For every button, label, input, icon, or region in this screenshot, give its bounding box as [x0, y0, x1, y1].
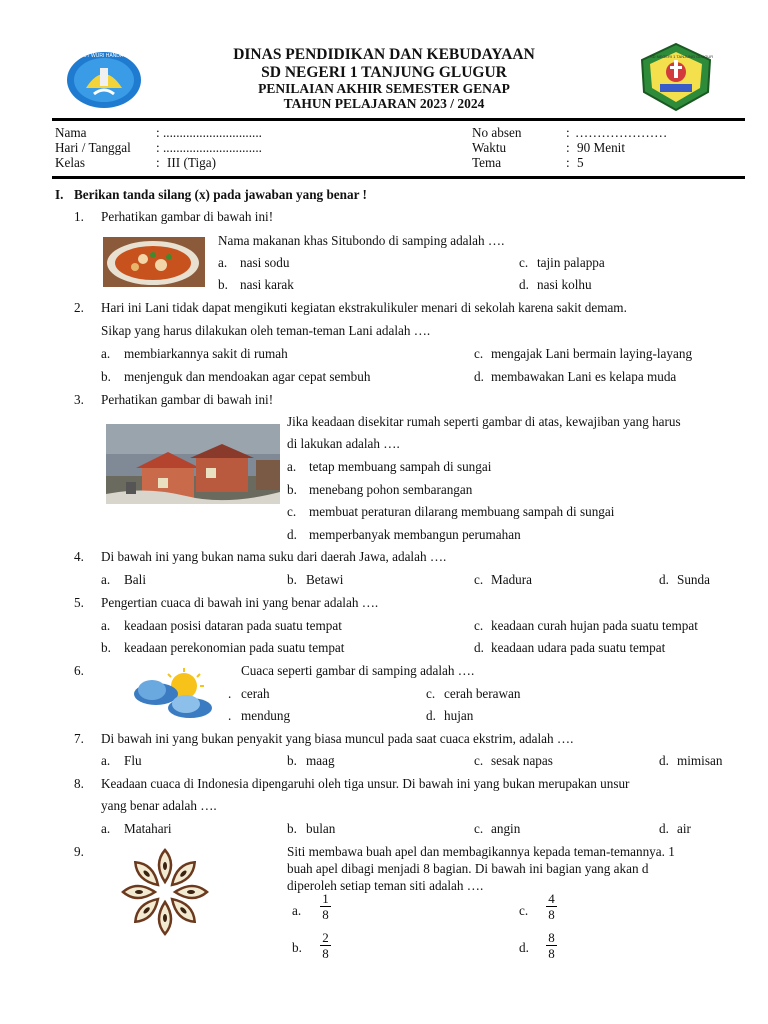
q3-option-b-letter[interactable]: b.: [287, 482, 297, 497]
label-tema: Tema: [472, 155, 502, 170]
q3-number: 3.: [74, 392, 84, 407]
header-rule-bottom: [52, 176, 745, 179]
q1-number: 1.: [74, 209, 84, 224]
q4-option-a-letter[interactable]: a.: [101, 572, 111, 587]
q2-line-1: Hari ini Lani tidak dapat mengikuti kegiatan ekstrakulikuler menari di sekolah karena sakit demam.: [101, 300, 627, 315]
q6-option-d-letter[interactable]: d.: [426, 708, 436, 723]
q4-option-c[interactable]: Madura: [491, 572, 533, 587]
colon-kelas: :: [156, 155, 160, 170]
q4-option-a[interactable]: Bali: [124, 572, 146, 587]
q5-option-a-letter[interactable]: a.: [101, 618, 111, 633]
q3-text: Perhatikan gambar di bawah ini!: [101, 392, 274, 407]
q8-option-d[interactable]: air: [677, 821, 691, 836]
value-hari[interactable]: ..............................: [163, 140, 262, 155]
q7-option-d-letter[interactable]: d.: [659, 753, 669, 768]
fraction-numerator: 4: [548, 891, 555, 906]
q9-option-d-letter[interactable]: d.: [519, 940, 529, 955]
q2-option-c[interactable]: mengajak Lani bermain laying-layang: [491, 346, 693, 361]
q1-option-d[interactable]: nasi kolhu: [537, 277, 592, 292]
q9-option-d-fraction[interactable]: [546, 931, 557, 960]
q2-option-b[interactable]: menjenguk dan mendoakan agar cepat sembuh: [124, 369, 371, 384]
q4-option-d[interactable]: Sunda: [677, 572, 710, 587]
q8-number: 8.: [74, 776, 84, 791]
q1-option-c-letter[interactable]: c.: [519, 255, 529, 270]
q8-line-1: Keadaan cuaca di Indonesia dipengaruhi oleh tiga unsur. Di bawah ini yang bukan merupakan unsur: [101, 776, 630, 791]
q1-text: Perhatikan gambar di bawah ini!: [101, 209, 274, 224]
q4-option-d-letter[interactable]: d.: [659, 572, 669, 587]
fraction-numerator: 1: [322, 891, 329, 906]
q6-option-a[interactable]: cerah: [241, 686, 270, 701]
label-absen: No absen: [472, 125, 522, 140]
logo-left-text: TUT WURI HANDAYANI: [80, 53, 135, 59]
label-kelas: Kelas: [55, 155, 86, 170]
q7-option-b[interactable]: maag: [306, 753, 335, 768]
q2-option-d[interactable]: membawakan Lani es kelapa muda: [491, 369, 677, 384]
q9-option-c-fraction[interactable]: [546, 892, 557, 921]
apple-slices-image: [106, 846, 224, 938]
q8-option-d-letter[interactable]: d.: [659, 821, 669, 836]
q3-option-c-letter[interactable]: c.: [287, 504, 297, 519]
q1-option-a-letter[interactable]: a.: [218, 255, 228, 270]
q8-option-a[interactable]: Matahari: [124, 821, 172, 836]
q2-option-a[interactable]: membiarkannya sakit di rumah: [124, 346, 288, 361]
colon-hari: :: [156, 140, 160, 155]
section-instruction: Berikan tanda silang (x) pada jawaban yang benar !: [74, 187, 367, 202]
q3-option-a-letter[interactable]: a.: [287, 459, 297, 474]
q3-option-d-letter[interactable]: d.: [287, 527, 297, 542]
logo-tut-wuri-handayani: [66, 50, 142, 110]
value-nama[interactable]: ..............................: [163, 125, 262, 140]
header-rule-top: [52, 118, 745, 121]
q5-option-b[interactable]: keadaan perekonomian pada suatu tempat: [124, 640, 345, 655]
q6-option-a-letter[interactable]: .: [228, 686, 232, 701]
q3-option-c[interactable]: membuat peraturan dilarang membuang sampah di sungai: [309, 504, 615, 519]
q8-option-c[interactable]: angin: [491, 821, 521, 836]
q9-option-c-letter[interactable]: c.: [519, 903, 529, 918]
q3-option-a[interactable]: tetap membuang sampah di sungai: [309, 459, 492, 474]
q6-number: 6.: [74, 663, 84, 678]
q7-option-b-letter[interactable]: b.: [287, 753, 297, 768]
q2-option-c-letter[interactable]: c.: [474, 346, 484, 361]
colon-nama: :: [156, 125, 160, 140]
q4-option-b-letter[interactable]: b.: [287, 572, 297, 587]
q8-option-b[interactable]: bulan: [306, 821, 336, 836]
q6-option-b-letter[interactable]: .: [228, 708, 232, 723]
q5-option-a[interactable]: keadaan posisi dataran pada suatu tempat: [124, 618, 342, 633]
q4-text: Di bawah ini yang bukan nama suku dari daerah Jawa, adalah ….: [101, 549, 447, 564]
q5-option-c-letter[interactable]: c.: [474, 618, 484, 633]
header-line-3: PENILAIAN AKHIR SEMESTER GENAP: [258, 81, 510, 96]
q7-option-c[interactable]: sesak napas: [491, 753, 553, 768]
header-line-1: DINAS PENDIDIKAN DAN KEBUDAYAAN: [233, 46, 535, 63]
weather-cloud-sun-icon: [130, 666, 216, 720]
q5-option-d[interactable]: keadaan udara pada suatu tempat: [491, 640, 666, 655]
q6-option-d[interactable]: hujan: [444, 708, 474, 723]
label-waktu: Waktu: [472, 140, 507, 155]
label-hari: Hari / Tanggal: [55, 140, 131, 155]
q1-option-d-letter[interactable]: d.: [519, 277, 529, 292]
q5-text: Pengertian cuaca di bawah ini yang benar adalah ….: [101, 595, 379, 610]
q9-number: 9.: [74, 844, 84, 859]
q9-option-a-letter[interactable]: a.: [292, 903, 302, 918]
q2-line-2: Sikap yang harus dilakukan oleh teman-teman Lani adalah ….: [101, 323, 431, 338]
q9-line-1: Siti membawa buah apel dan membagikannya kepada teman-temannya. 1: [287, 844, 675, 859]
value-waktu: 90 Menit: [577, 140, 625, 155]
q7-option-c-letter[interactable]: c.: [474, 753, 484, 768]
q1-option-a[interactable]: nasi sodu: [240, 255, 290, 270]
section-number: I.: [55, 187, 64, 202]
q4-number: 4.: [74, 549, 84, 564]
q8-line-2: yang benar adalah ….: [101, 798, 217, 813]
q7-option-a-letter[interactable]: a.: [101, 753, 111, 768]
fraction-denominator: 8: [322, 946, 329, 961]
q2-option-a-letter[interactable]: a.: [101, 346, 111, 361]
fraction-numerator: 2: [322, 930, 329, 945]
q6-text: Cuaca seperti gambar di samping adalah ….: [241, 663, 475, 678]
q2-option-d-letter[interactable]: d.: [474, 369, 484, 384]
q8-option-b-letter[interactable]: b.: [287, 821, 297, 836]
value-tema: 5: [577, 155, 584, 170]
q3-option-b[interactable]: menebang pohon sembarangan: [309, 482, 473, 497]
q1-option-b[interactable]: nasi karak: [240, 277, 294, 292]
q1-option-b-letter[interactable]: b.: [218, 277, 228, 292]
logo-right-text: SD NEGERI 1 TANJUNG GLUGUR: [650, 54, 714, 59]
flood-image: [106, 424, 280, 504]
colon-absen: :: [566, 125, 570, 140]
q3-subtext-2: di lakukan adalah ….: [287, 436, 400, 451]
fraction-denominator: 8: [548, 946, 555, 961]
header-line-2: SD NEGERI 1 TANJUNG GLUGUR: [261, 64, 507, 81]
q4-option-c-letter[interactable]: c.: [474, 572, 484, 587]
q8-option-a-letter[interactable]: a.: [101, 821, 111, 836]
q9-option-a-fraction[interactable]: [320, 892, 331, 921]
q9-option-b-fraction[interactable]: [320, 931, 331, 960]
q9-line-2: buah apel dibagi menjadi 8 bagian. Di bawah ini bagian yang akan d: [287, 861, 649, 876]
q6-option-b[interactable]: mendung: [241, 708, 291, 723]
value-absen[interactable]: …………………: [575, 125, 668, 140]
q4-option-b[interactable]: Betawi: [306, 572, 344, 587]
q5-option-d-letter[interactable]: d.: [474, 640, 484, 655]
logo-school: [638, 42, 714, 112]
q6-option-c[interactable]: cerah berawan: [444, 686, 521, 701]
q3-option-d[interactable]: memperbanyak membangun perumahan: [309, 527, 521, 542]
food-image: [103, 237, 205, 287]
q5-option-c[interactable]: keadaan curah hujan pada suatu tempat: [491, 618, 698, 633]
q7-text: Di bawah ini yang bukan penyakit yang biasa muncul pada saat cuaca ekstrim, adalah ….: [101, 731, 574, 746]
q7-option-a[interactable]: Flu: [124, 753, 142, 768]
q1-subtext: Nama makanan khas Situbondo di samping adalah ….: [218, 233, 505, 248]
header-line-4: TAHUN PELAJARAN 2023 / 2024: [283, 96, 485, 111]
fraction-numerator: 8: [548, 930, 555, 945]
q9-option-b-letter[interactable]: b.: [292, 940, 302, 955]
q6-option-c-letter[interactable]: c.: [426, 686, 436, 701]
q7-option-d[interactable]: mimisan: [677, 753, 723, 768]
fraction-denominator: 8: [548, 907, 555, 922]
q5-option-b-letter[interactable]: b.: [101, 640, 111, 655]
label-nama: Nama: [55, 125, 87, 140]
value-kelas: III (Tiga): [167, 155, 216, 170]
colon-waktu: :: [566, 140, 570, 155]
q9-line-3: diperoleh setiap teman siti adalah ….: [287, 878, 484, 893]
q7-number: 7.: [74, 731, 84, 746]
fraction-denominator: 8: [322, 907, 329, 922]
q3-subtext-1: Jika keadaan disekitar rumah seperti gambar di atas, kewajiban yang harus: [287, 414, 681, 429]
q2-option-b-letter[interactable]: b.: [101, 369, 111, 384]
q5-number: 5.: [74, 595, 84, 610]
colon-tema: :: [566, 155, 570, 170]
q8-option-c-letter[interactable]: c.: [474, 821, 484, 836]
q2-number: 2.: [74, 300, 84, 315]
q1-option-c[interactable]: tajin palappa: [537, 255, 605, 270]
